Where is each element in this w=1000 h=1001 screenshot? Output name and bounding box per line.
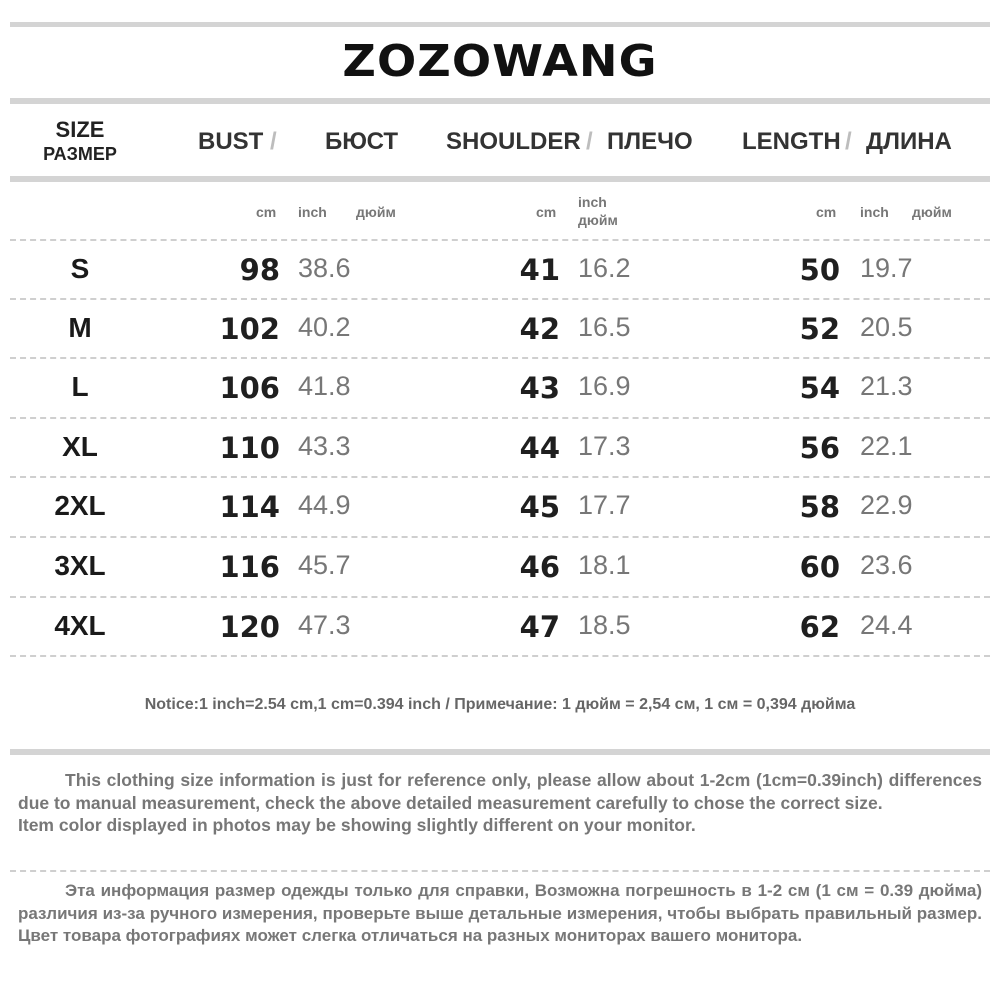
row-separator (10, 536, 990, 538)
length-inch: 20.5 (860, 312, 913, 342)
length-cm: 54 (799, 371, 840, 405)
shoulder-inch: 17.7 (578, 490, 631, 520)
disclaimer-divider (10, 749, 990, 755)
bust-cm: 102 (219, 312, 280, 346)
length-inch: 24.4 (860, 610, 913, 640)
header-size (30, 118, 130, 166)
length-cm: 56 (799, 431, 840, 465)
unit-inch-ru-bust: дюйм (356, 204, 396, 220)
table-row-2xl (0, 490, 1000, 530)
table-row-s (0, 253, 1000, 293)
shoulder-inch: 18.1 (578, 550, 631, 580)
shoulder-cm: 42 (519, 312, 560, 346)
bust-inch: 45.7 (298, 550, 351, 580)
size-label: S (70, 253, 90, 284)
shoulder-cm: 45 (519, 490, 560, 524)
shoulder-cm: 47 (519, 610, 560, 644)
unit-inch-ru-shoulder: дюйм (578, 212, 618, 228)
header-divider (10, 176, 990, 182)
header-bust-en: BUST (198, 128, 264, 155)
bust-cm: 116 (219, 550, 280, 584)
table-row-m (0, 312, 1000, 352)
length-inch: 19.7 (860, 253, 913, 283)
row-separator (10, 357, 990, 359)
unit-inch-bust: inch (298, 204, 327, 220)
unit-cm-shoulder: cm (536, 204, 557, 220)
shoulder-cm: 46 (519, 550, 560, 584)
length-cm: 58 (799, 490, 840, 524)
disclaimer-ru-text: Эта информация размер одежды только для справки, Возможна погрешность в 1-2 см (1 см = 0.39 дюйма) различия из-за ручного измерения, проверьте выше детальные измерения, чтобы выбрать правильный размер. Цвет товара фотографиях может слегка отличаться на разных мониторах вашего монитора. (18, 881, 982, 945)
length-inch: 21.3 (860, 371, 913, 401)
disclaimer-ru (18, 880, 982, 948)
unit-inch-shoulder: inch (578, 194, 607, 210)
bust-cm: 98 (239, 253, 280, 287)
bust-inch: 44.9 (298, 490, 351, 520)
row-separator (10, 298, 990, 300)
row-separator (10, 239, 990, 241)
header-shoulder-ru: ПЛЕЧО (607, 128, 693, 155)
unit-inch-length: inch (860, 204, 889, 220)
brand-logo: ZOZOWANG (342, 36, 658, 87)
bust-inch: 38.6 (298, 253, 351, 283)
shoulder-inch: 16.9 (578, 371, 631, 401)
disclaimer-en (18, 769, 982, 837)
bust-cm: 120 (219, 610, 280, 644)
disclaimer-separator (10, 870, 990, 872)
size-label: XL (62, 431, 98, 462)
size-label: L (71, 371, 89, 402)
disclaimer-en-text: This clothing size information is just for reference only, please allow about 1-2cm (1cm=0.39inch) differences due to manual measurement, check the above detailed measurement carefully to chose the correct size. (18, 770, 982, 813)
length-cm: 52 (799, 312, 840, 346)
bust-cm: 114 (219, 490, 280, 524)
header-length-slash: / (845, 128, 852, 155)
header-bust-slash: / (270, 128, 277, 155)
bust-inch: 40.2 (298, 312, 351, 342)
disclaimer-en-color-note: Item color displayed in photos may be showing slightly different on your monitor. (18, 815, 696, 835)
bust-inch: 47.3 (298, 610, 351, 640)
unit-cm-bust: cm (256, 204, 277, 220)
length-cm: 60 (799, 550, 840, 584)
bust-cm: 106 (219, 371, 280, 405)
shoulder-inch: 17.3 (578, 431, 631, 461)
length-inch: 22.9 (860, 490, 913, 520)
row-separator (10, 476, 990, 478)
row-separator (10, 655, 990, 657)
table-row-l (0, 371, 1000, 411)
shoulder-inch: 18.5 (578, 610, 631, 640)
unit-inch-ru-length: дюйм (912, 204, 952, 220)
header-bust-ru: БЮСТ (325, 128, 399, 155)
header-shoulder-slash: / (586, 128, 593, 155)
bust-inch: 43.3 (298, 431, 351, 461)
top-divider (10, 22, 990, 27)
shoulder-inch: 16.5 (578, 312, 631, 342)
unit-cm-length: cm (816, 204, 837, 220)
conversion-notice: Notice:1 inch=2.54 cm,1 cm=0.394 inch / Примечание: 1 дюйм = 2,54 см, 1 см = 0,394 дюйма (144, 696, 856, 713)
table-row-4xl (0, 610, 1000, 650)
length-inch: 23.6 (860, 550, 913, 580)
length-inch: 22.1 (860, 431, 913, 461)
shoulder-inch: 16.2 (578, 253, 631, 283)
shoulder-cm: 44 (519, 431, 560, 465)
table-row-xl (0, 431, 1000, 471)
size-label: 2XL (54, 490, 106, 521)
size-label: M (68, 312, 92, 343)
length-cm: 62 (799, 610, 840, 644)
row-separator (10, 596, 990, 598)
bust-cm: 110 (219, 431, 280, 465)
brand-divider (10, 98, 990, 104)
header-shoulder-en: SHOULDER (446, 128, 581, 155)
header-size-ru: РАЗМЕР (43, 144, 117, 164)
table-row-3xl (0, 550, 1000, 590)
header-size-en: SIZE (55, 117, 105, 142)
size-label: 4XL (54, 610, 106, 641)
bust-inch: 41.8 (298, 371, 351, 401)
header-length-en: LENGTH (742, 128, 841, 155)
length-cm: 50 (799, 253, 840, 287)
row-separator (10, 417, 990, 419)
header-length-ru: ДЛИНА (866, 128, 952, 155)
shoulder-cm: 41 (519, 253, 560, 287)
shoulder-cm: 43 (519, 371, 560, 405)
size-label: 3XL (54, 550, 106, 581)
